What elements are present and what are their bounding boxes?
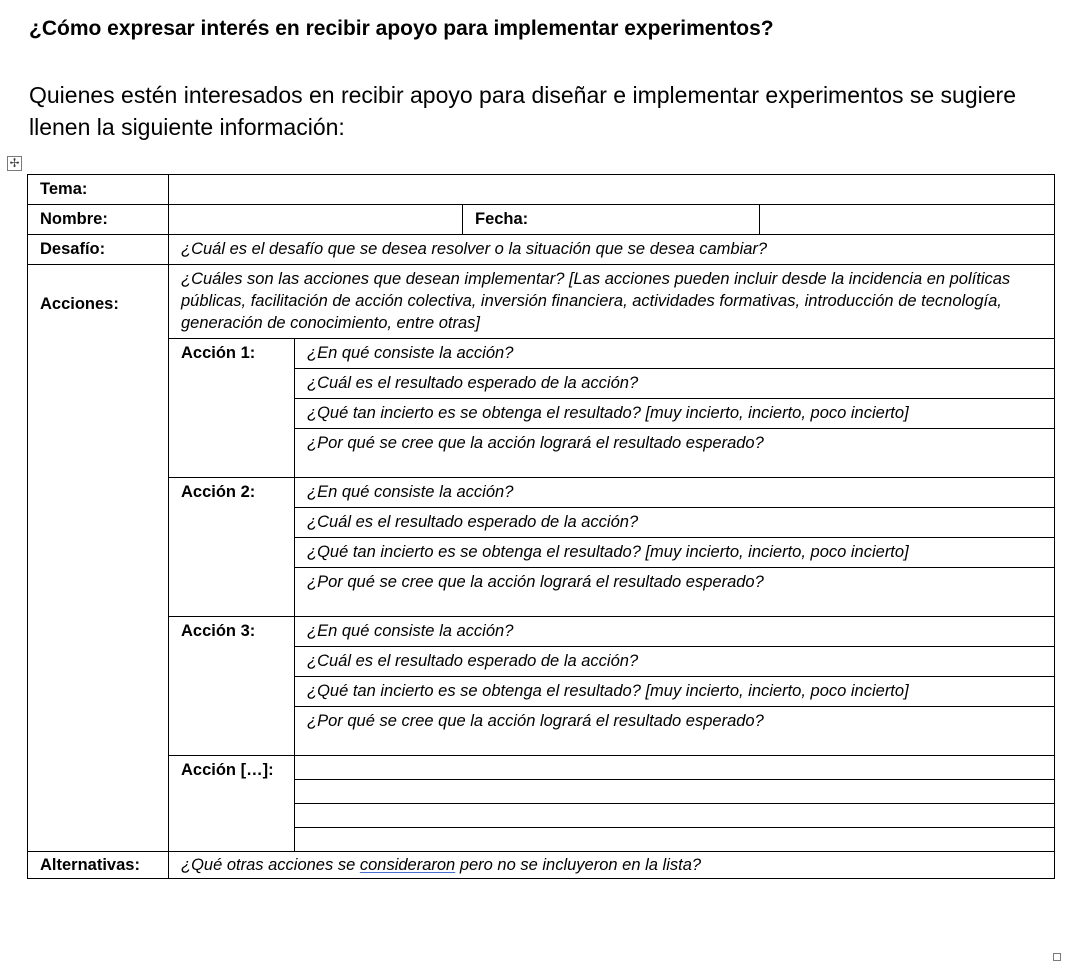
action-1-q2[interactable]: ¿Cuál es el resultado esperado de la acción? bbox=[295, 369, 1055, 399]
action-2-label: Acción 2: bbox=[169, 478, 295, 617]
action-2-q1[interactable]: ¿En qué consiste la acción? bbox=[295, 478, 1055, 508]
alternativas-prompt-spellcheck-word: consideraron bbox=[359, 856, 456, 874]
request-form-table bbox=[27, 174, 1055, 879]
action-2-row bbox=[28, 478, 1055, 508]
alternativas-prompt-before: ¿Qué otras acciones se bbox=[181, 856, 360, 874]
alternativas-prompt[interactable] bbox=[169, 852, 1055, 879]
action-extra-field-1[interactable] bbox=[295, 756, 1055, 780]
nombre-row bbox=[28, 205, 1055, 235]
action-extra-label: Acción […]: bbox=[169, 756, 295, 852]
action-extra-row bbox=[28, 756, 1055, 780]
move-cross-icon[interactable]: ✢ bbox=[7, 156, 22, 171]
nombre-field[interactable] bbox=[169, 205, 463, 235]
action-2-q4[interactable]: ¿Por qué se cree que la acción logrará el resultado esperado? bbox=[295, 568, 1055, 617]
action-2-q2[interactable]: ¿Cuál es el resultado esperado de la acción? bbox=[295, 508, 1055, 538]
action-1-q3[interactable]: ¿Qué tan incierto es se obtenga el resultado? [muy incierto, incierto, poco incierto] bbox=[295, 399, 1055, 429]
action-3-q1[interactable]: ¿En qué consiste la acción? bbox=[295, 617, 1055, 647]
page-title: ¿Cómo expresar interés en recibir apoyo para implementar experimentos? bbox=[29, 17, 774, 40]
desafio-row bbox=[28, 235, 1055, 265]
nombre-label: Nombre: bbox=[28, 205, 169, 235]
desafio-prompt[interactable]: ¿Cuál es el desafío que se desea resolver o la situación que se desea cambiar? bbox=[169, 235, 1055, 265]
table-resize-handle[interactable] bbox=[1053, 953, 1061, 961]
fecha-label: Fecha: bbox=[463, 205, 760, 235]
action-3-q4[interactable]: ¿Por qué se cree que la acción logrará el resultado esperado? bbox=[295, 707, 1055, 756]
tema-field[interactable] bbox=[169, 175, 1055, 205]
desafio-label: Desafío: bbox=[28, 235, 169, 265]
action-extra-field-4[interactable] bbox=[295, 828, 1055, 852]
action-extra-field-2[interactable] bbox=[295, 780, 1055, 804]
alternativas-row bbox=[28, 852, 1055, 879]
acciones-prompt[interactable]: ¿Cuáles son las acciones que desean implementar? [Las acciones pueden incluir desde la incidencia en políticas públicas, facilitación de acción colectiva, inversión financiera, actividades formativas, introducción de tecnología, generación de conocimiento, entre otras] bbox=[169, 265, 1055, 339]
action-3-q3[interactable]: ¿Qué tan incierto es se obtenga el resultado? [muy incierto, incierto, poco incierto] bbox=[295, 677, 1055, 707]
alternativas-prompt-after: pero no se incluyeron en la lista? bbox=[455, 856, 702, 874]
tema-row bbox=[28, 175, 1055, 205]
action-1-row bbox=[28, 339, 1055, 369]
action-3-label: Acción 3: bbox=[169, 617, 295, 756]
action-3-q2[interactable]: ¿Cuál es el resultado esperado de la acción? bbox=[295, 647, 1055, 677]
fecha-field[interactable] bbox=[760, 205, 1055, 235]
action-2-q3[interactable]: ¿Qué tan incierto es se obtenga el resultado? [muy incierto, incierto, poco incierto] bbox=[295, 538, 1055, 568]
tema-label: Tema: bbox=[28, 175, 169, 205]
acciones-intro-row bbox=[28, 265, 1055, 339]
acciones-label: Acciones: bbox=[28, 265, 169, 852]
action-extra-field-3[interactable] bbox=[295, 804, 1055, 828]
action-1-q1[interactable]: ¿En qué consiste la acción? bbox=[295, 339, 1055, 369]
action-1-label: Acción 1: bbox=[169, 339, 295, 478]
action-1-q4[interactable]: ¿Por qué se cree que la acción logrará el resultado esperado? bbox=[295, 429, 1055, 478]
action-3-row bbox=[28, 617, 1055, 647]
intro-paragraph: Quienes estén interesados en recibir apoyo para diseñar e implementar experimentos se sugiere llenen la siguiente información: bbox=[29, 82, 1016, 140]
alternativas-label: Alternativas: bbox=[28, 852, 169, 879]
